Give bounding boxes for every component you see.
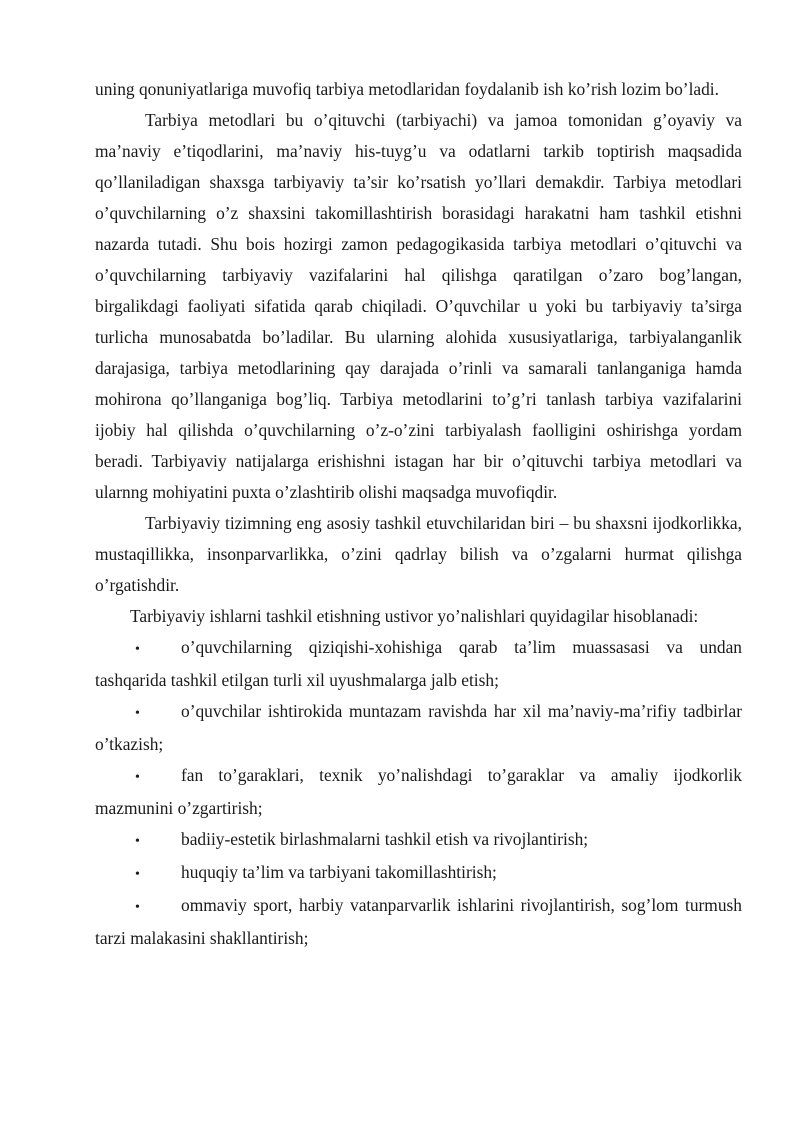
- list-item-text: badiiy-estetik birlashmalarni tashkil etish va rivojlantirish;: [181, 829, 589, 849]
- list-item: [95, 632, 742, 696]
- bullet-icon: •: [135, 867, 140, 882]
- list-item-text: o’quvchilar ishtirokida muntazam ravishda har xil ma’naviy-ma’rifiy tadbirlar o’tkazish;: [95, 701, 742, 754]
- list-item: [95, 824, 742, 857]
- list-item: [95, 760, 742, 824]
- list-item-text: ommaviy sport, harbiy vatanparvarlik ishlarini rivojlantirish, sog’lom turmush tarzi malakasini shakllantirish;: [95, 895, 742, 948]
- bullet-icon: •: [135, 642, 140, 657]
- paragraph-tarbiya-metodlari: Tarbiya metodlari bu o’qituvchi (tarbiyachi) va jamoa tomonidan g’oyaviy va ma’naviy e’tiqodlarini, ma’naviy his-tuyg’u va odatlarni tarkib toptirish maqsadida qo’llaniladigan shaxsga tarbiyaviy ta’sir ko’rsatish yo’llari demakdir. Tarbiya metodlari o’quvchilarning o’z shaxsini takomillashtirish borasidagi harakatni ham tashkil etishni nazarda tutadi. Shu bois hozirgi zamon pedagogikasida tarbiya metodlari o’qituvchi va o’quvchilarning tarbiyaviy vazifalarini hal qilishga qaratilgan o’zaro bog’langan, birgalikdagi faoliyati sifatida qarab chiqiladi. O’quvchilar u yoki bu tarbiyaviy ta’sirga turlicha munosabatda bo’ladilar. Bu ularning alohida xususiyatlariga, tarbiyalanganlik darajasiga, tarbiya metodlarining qay darajada o’rinli va samarali tanlanganiga hamda mohirona qo’llanganiga bog’liq. Tarbiya metodlarini to’g’ri tanlash tarbiya vazifalarini ijobiy hal qilishda o’quvchilarning o’z-o’zini tarbiyalash faolligini oshirishga yordam beradi. Tarbiyaviy natijalarga erishishni istagan har bir o’qituvchi tarbiya metodlari va ularnng mohiyatini puxta o’zlashtirib olishi maqsadga muvofiqdir.: [95, 110, 742, 502]
- list-item: [95, 857, 742, 890]
- list-item-text: fan to’garaklari, texnik yo’nalishdagi to’garaklar va amaliy ijodkorlik mazmunini o’zgartirish;: [95, 765, 742, 818]
- bullet-icon: •: [135, 900, 140, 915]
- paragraph-tarbiyaviy-tizim: Tarbiyaviy tizimning eng asosiy tashkil etuvchilaridan biri – bu shaxsni ijodkorlikka, mustaqillikka, insonparvarlikka, o’zini qadrlay bilish va o’zgalarni hurmat qilishga o’rgatishdir.: [95, 513, 742, 595]
- list-item-text: o’quvchilarning qiziqishi-xohishiga qarab ta’lim muassasasi va undan tashqarida tashkil etilgan turli xil uyushmalarga jalb etish;: [95, 637, 742, 690]
- paragraph-continuation: uning qonuniyatlariga muvofiq tarbiya metodlaridan foydalanib ish ko’rish lozim bo’ladi.: [95, 79, 719, 99]
- bullet-icon: •: [135, 706, 140, 721]
- bullet-icon: •: [135, 834, 140, 849]
- bullet-icon: •: [135, 770, 140, 785]
- list-item-text: huquqiy ta’lim va tarbiyani takomillashtirish;: [181, 862, 497, 882]
- document-page: [95, 74, 742, 954]
- paragraph-list-intro: Tarbiyaviy ishlarni tashkil etishning ustivor yo’nalishlari quyidagilar hisoblanadi:: [130, 606, 699, 626]
- list-item: [95, 890, 742, 954]
- list-item: [95, 696, 742, 760]
